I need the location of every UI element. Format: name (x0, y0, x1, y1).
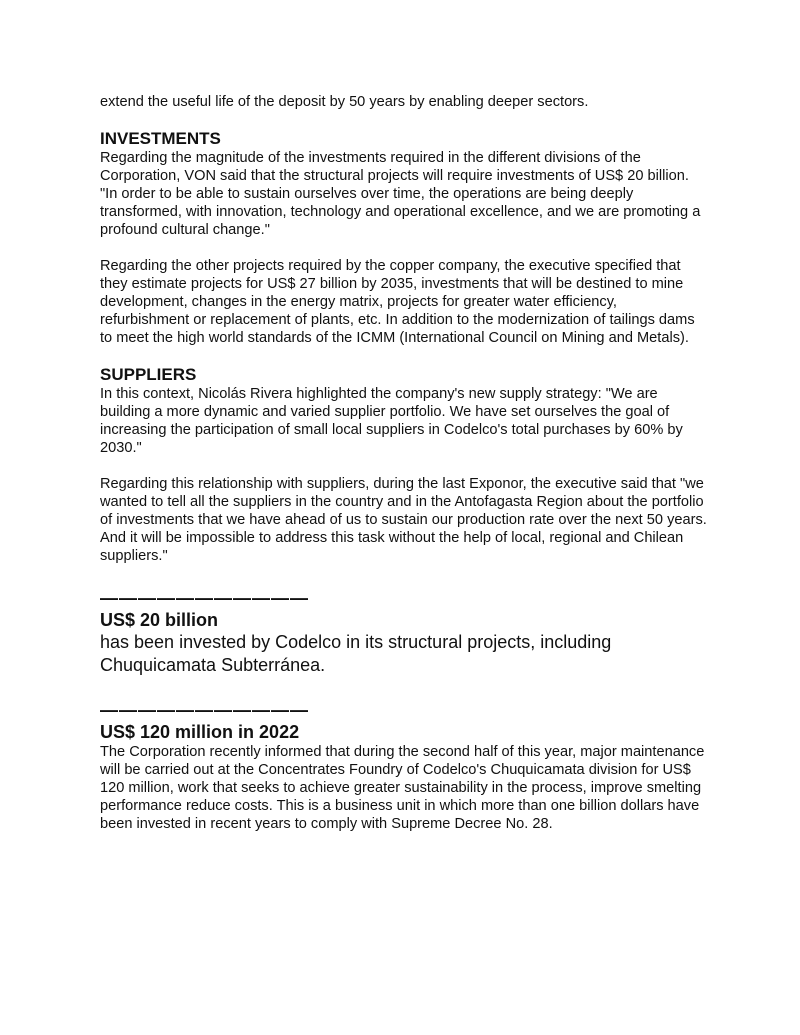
spacer (100, 347, 710, 365)
divider-line: ——————————— (100, 700, 309, 720)
suppliers-section (100, 365, 710, 565)
divider-line: ——————————— (100, 588, 309, 608)
spacer (100, 677, 710, 699)
spacer (100, 111, 710, 129)
investments-section (100, 129, 710, 347)
suppliers-paragraph-1: In this context, Nicolás Rivera highlighted the company's new supply strategy: "We are building a more dynamic and varied supplier portfolio. We have set ourselves the goal of increasing the participation of small local suppliers in Codelco's total purchases by 60% by 2030." (100, 386, 683, 456)
highlight-paragraph: The Corporation recently informed that during the second half of this year, major maintenance will be carried out at the Concentrates Foundry of Codelco's Chuquicamata division for US$ 120 million, work that seeks to achieve greater sustainability in the process, improve smelting performance reduce costs. This is a business unit in which more than one billion dollars have been invested in recent years to comply with Supreme Decree No. 28. (100, 744, 705, 832)
highlight-title: US$ 20 billion (100, 610, 219, 630)
spacer (100, 457, 710, 475)
suppliers-paragraph-2: Regarding this relationship with suppliers, during the last Exponor, the executive said that "we wanted to tell all the suppliers in the country and in the Antofagasta Region about the portfolio of investments that we have ahead of us to sustain our production rate over the next 50 years. And it will be impossible to address this task without the help of local, regional and Chilean suppliers." (100, 476, 707, 564)
highlight-block-2 (100, 699, 710, 833)
highlight-text: has been invested by Codelco in its structural projects, including Chuquicamata Subterránea. (100, 632, 612, 675)
intro-paragraph: extend the useful life of the deposit by 50 years by enabling deeper sectors. (100, 94, 589, 110)
highlight-block-1 (100, 587, 710, 677)
spacer (100, 565, 710, 587)
investments-heading: INVESTMENTS (100, 129, 221, 148)
investments-paragraph-2: Regarding the other projects required by the copper company, the executive specified that they estimate projects for US$ 27 billion by 2035, investments that will be destined to mine development, changes in the energy matrix, projects for greater water efficiency, refurbishment or replacement of plants, etc. In addition to the modernization of tailings dams to meet the high world standards of the ICMM (International Council on Mining and Metals). (100, 258, 695, 346)
document-page (100, 93, 710, 833)
spacer (100, 239, 710, 257)
highlight-title: US$ 120 million in 2022 (100, 722, 300, 742)
investments-paragraph-1: Regarding the magnitude of the investments required in the different divisions of the Corporation, VON said that the structural projects will require investments of US$ 20 billion. "In order to be able to sustain ourselves over time, the operations are being deeply transformed, with innovation, technology and operational excellence, and we are promoting a profound cultural change." (100, 150, 701, 238)
suppliers-heading: SUPPLIERS (100, 365, 197, 384)
